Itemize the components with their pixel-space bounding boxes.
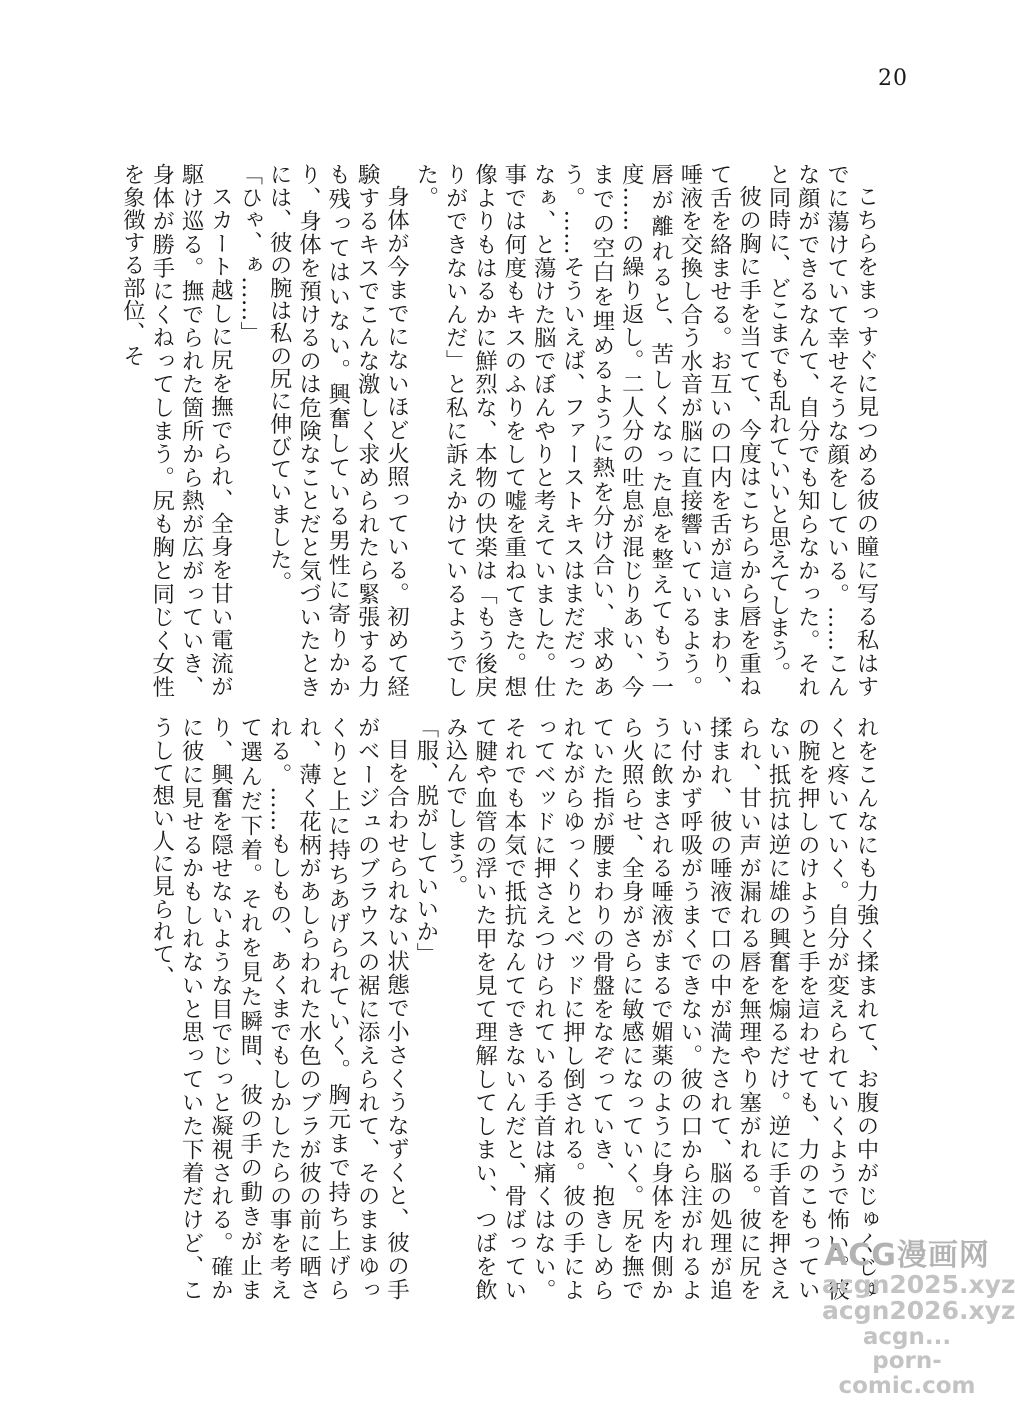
paragraph: こちらをまっすぐに見つめる彼の瞳に写る私はすでに蕩けていて幸せそうな顔をしている。……こんな顔ができるなんて、自分でも知らなかった。それと同時に、どこまでも乱れていいと思えてしまう。 [764, 163, 879, 698]
paragraph: 目を合わせられない状態で小さくうなずくと、彼の手がベージュのブラウスの裾に添えられて、そのままゆっくりと上に持ちあげられていく。胸元まで持ち上げられ、薄く花柄があしらわれた水色のブラが彼の前に晒される。……もしもの、あくまでもしかしたらの事を考えて選んだ下着。それを見た瞬間、彼の手の動きが止まり、興奮を隠せないような目でじっと凝視される。確かに彼に見せるかもしれないと思っていた下着だけど、こうして想い人に見られて、 [148, 716, 410, 1301]
paragraph: 身体が今までにないほど火照っている。初めて経験するキスでこんな激しく求められたら緊張する力も残ってはいない。興奮している男性に寄りかかり、身体を預けるのは危険なことだと気づいたときには、彼の腕は私の尻に伸びていました。 [266, 163, 410, 698]
page-number: 20 [878, 66, 908, 91]
dialog-line: 「ひゃ、ぁ……」 [236, 163, 263, 345]
watermark-url: porn-comic.com [838, 1348, 976, 1399]
text-block-bottom [148, 716, 880, 1301]
watermark-url: acgn2026.xyz [822, 1296, 1015, 1326]
dialog-line: 「服、脱がしていいか」 [412, 716, 439, 966]
watermark-url: acgn... [862, 1323, 952, 1350]
site-watermark [822, 1238, 1015, 1399]
watermark-title: ACG漫画网 [824, 1238, 990, 1274]
text-block-top [119, 163, 880, 698]
paragraph: スカート越しに尻を撫でられ、全身を甘い電流が駆け巡る。撫でられた箇所から熱が広がっていき、身体が勝手にくねってしまう。尻も胸と同じく女性を象徴する部位、そ [119, 163, 234, 698]
paragraph: 彼の胸に手を当てて、今度はこちらから唇を重ねて舌を絡ませる。お互いの口内を舌が這いまわり、唾液を交換し合う水音が脳に直接響いているよう。唇が離れると、苦しくなった息を整えてもう一度……の繰り返し。二人分の吐息が混じりあい、今までの空白を埋めるように熱を分け合い、求めあう。……そういえば、ファーストキスはまだだったなぁ、と蕩けた脳でぼんやりと考えていました。仕事では何度もキスのふりをして嘘を重ねてきた。想像よりもはるかに鮮烈な、本物の快楽は「もう後戻りができないんだ」と私に訴えかけているようでした。 [412, 163, 762, 698]
watermark-url: acgn2025.xyz [822, 1269, 1015, 1299]
paragraph-continued: れをこんなにも力強く揉まれて、お腹の中がじゅくじゅくと疼いていく。自分が変えられていくようで怖い。彼の腕を押しのけようと手を這わせても、力のこもっていない抵抗は逆に雄の興奮を煽るだけ。逆に手首を押さえられ、甘い声が漏れる唇を無理やり塞がれる。彼に尻を揉まれ、彼の唾液で口の中が満たされて、脳の処理が追い付かず呼吸がうまくできない。彼の口から注がれるように飲まされる唾液がまるで媚薬のように身体を内側から火照らせ、全身がさらに敏感になっていく。尻を撫でていた指が腰まわりの骨盤をなぞっていき、抱きしめられながらゆっくりとベッドに押し倒される。彼の手によってベッドに押さえつけられている手首は痛くはない。それでも本気で抵抗なんてできないんだと、骨ばっていて腱や血管の浮いた甲を見て理解してしまい、つばを飲み込んでしまう。 [442, 716, 879, 1301]
